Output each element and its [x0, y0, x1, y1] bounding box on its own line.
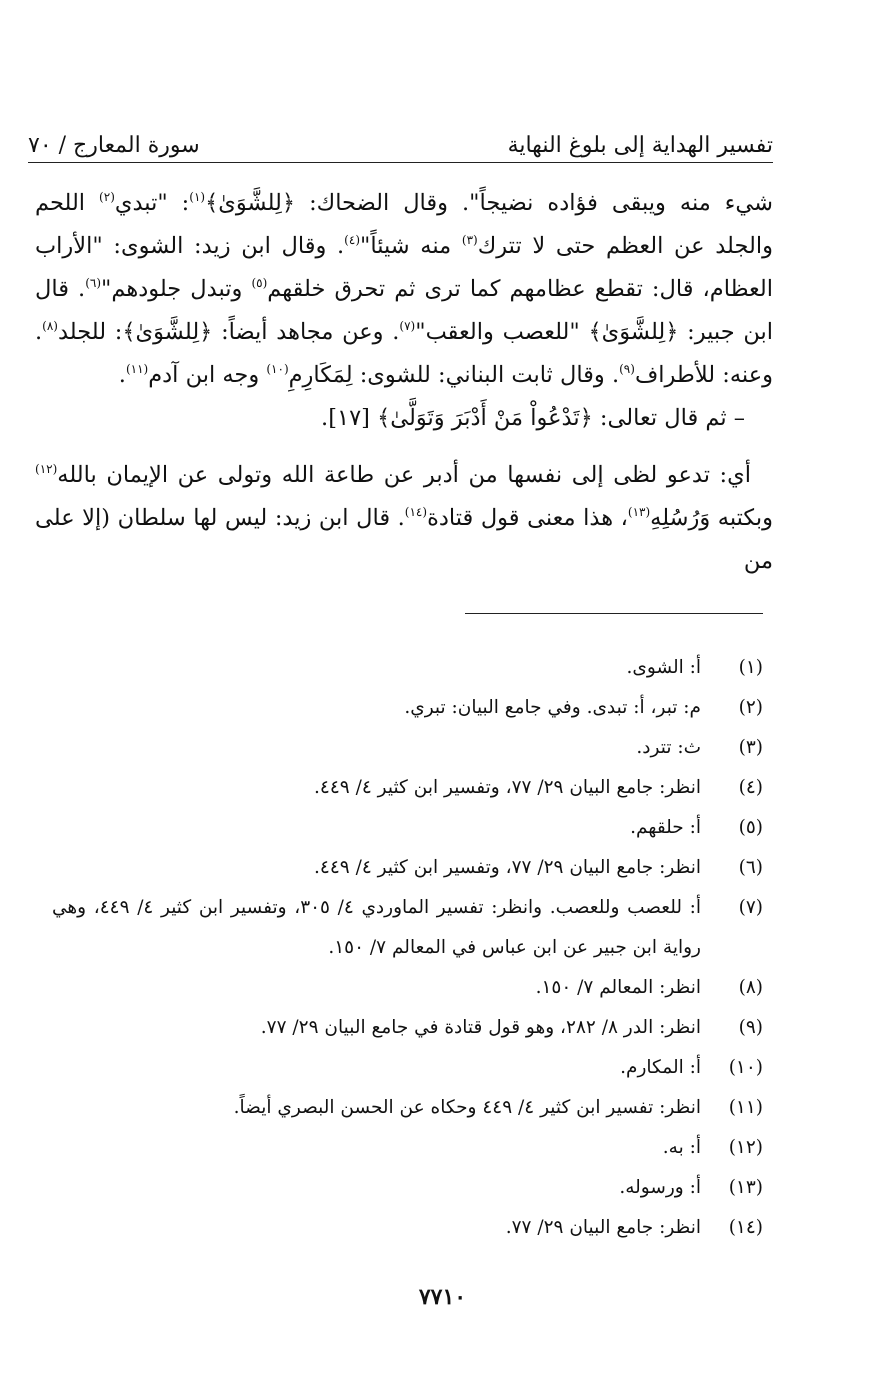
footnote-text: انظر: الدر ٨/ ٢٨٢، وهو قول قتادة في جامع البيان ٢٩/ ٧٧. [260, 1017, 701, 1038]
paragraph-1 [35, 182, 773, 397]
text-run: شيء منه ويبقى فؤاده نضيجاً". وقال الضحاك: ﴿لِلشَّوَىٰ﴾ [205, 190, 773, 216]
footnote-item [52, 968, 765, 1008]
footnote-ref: (١٤) [404, 505, 428, 519]
footnotes-list [52, 648, 765, 1248]
footnote-text: أ: الشوى. [626, 657, 701, 678]
text-run: اللحم والجلد عن العظم حتى لا تترك [35, 190, 773, 259]
footnote-item [52, 728, 765, 768]
text-run: وتبدل جلودهم" [101, 276, 252, 302]
footnote-ref: (٨) [42, 319, 58, 333]
footnote-item [52, 1168, 765, 1208]
footnote-number: (١٤) [728, 1217, 763, 1238]
footnote-text: انظر: تفسير ابن كثير ٤/ ٤٤٩ وحكاه عن الحسن البصري أيضاً. [233, 1097, 701, 1118]
footnote-number: (٢) [738, 697, 763, 718]
footnote-number: (٨) [738, 977, 763, 998]
footnote-ref: (٤) [344, 233, 360, 247]
footnote-item [52, 848, 765, 888]
text-run: منه شيئاً" [360, 233, 462, 259]
footnote-text: انظر: جامع البيان ٢٩/ ٧٧، وتفسير ابن كثير ٤/ ٤٤٩. [314, 777, 701, 798]
quran-verse-line: – ثم قال تعالى: ﴿تَدْعُواْ مَنْ أَدْبَرَ وَتَوَلَّىٰ﴾ [١٧]. [321, 405, 745, 431]
footnote-ref: (٥) [251, 276, 268, 290]
page-number: ٧٧١٠ [418, 1284, 467, 1310]
footnote-text: أ: المكارم. [620, 1057, 701, 1078]
footnote-number: (٤) [738, 777, 763, 798]
text-run: . وعن مجاهد أيضاً: ﴿لِلشَّوَىٰ﴾: للجلد [57, 319, 400, 345]
footnote-number: (١٠) [728, 1057, 763, 1078]
footnote-ref: (٦) [85, 276, 102, 290]
footnote-text: أ: حلقهم. [630, 817, 701, 838]
footnote-item [52, 808, 765, 848]
footnote-text: أ: ورسوله. [619, 1177, 701, 1198]
footnote-ref: (١٣) [627, 505, 651, 519]
footnote-text: م: تبر، أ: تبدى. وفي جامع البيان: تبري. [404, 697, 701, 718]
header-rule [28, 162, 773, 163]
footnote-number: (٣) [738, 737, 763, 758]
footnote-separator [465, 613, 763, 614]
footnote-item [52, 768, 765, 808]
surah-page-label: سورة المعارج / ٧٠ [28, 133, 200, 158]
footnote-text: ث: تترد. [636, 737, 701, 758]
text-run: : "تبدي [114, 190, 190, 216]
footnote-ref: (١١) [125, 362, 149, 376]
footnote-item [52, 1088, 765, 1128]
footnote-item [52, 1208, 765, 1248]
running-header [28, 118, 773, 158]
footnote-number: (١٣) [728, 1177, 763, 1198]
footnote-text: انظر: جامع البيان ٢٩/ ٧٧. [505, 1217, 701, 1238]
footnote-ref: (٧) [399, 319, 416, 333]
book-title: تفسير الهداية إلى بلوغ النهاية [507, 133, 773, 158]
footnote-number: (٦) [738, 857, 763, 878]
footnote-text: أ: للعصب وللعصب. وانظر: تفسير الماوردي ٤/ ٣٠٥، وتفسير ابن كثير ٤/ ٤٤٩، وهي رواية ابن جبير عن ابن عباس في المعالم ٧/ ١٥٠. [52, 897, 701, 958]
footnote-item [52, 1008, 765, 1048]
footnote-ref: (٣) [461, 233, 478, 247]
text-run: . وقال ثابت البناني: للشوى: لِمَكَارِمِ [288, 362, 620, 388]
text-run: . [118, 362, 126, 388]
footnote-item [52, 648, 765, 688]
footnote-number: (١٢) [728, 1137, 763, 1158]
footnote-number: (١١) [728, 1097, 763, 1118]
footnote-item [52, 888, 765, 968]
main-text [35, 182, 773, 583]
footnote-number: (٥) [738, 817, 763, 838]
text-run: وجه ابن آدم [148, 362, 267, 388]
footnote-ref: (٢) [99, 190, 115, 204]
footnote-number: (٧) [738, 897, 763, 918]
footnote-number: (١) [738, 657, 763, 678]
footnote-ref: (١٢) [35, 462, 58, 476]
spacer [35, 440, 773, 454]
text-run: . وقال ابن زيد: الشوى: "الأراب العظام، قال: تقطع عظامهم كما ترى ثم تحرق خلقهم [35, 233, 774, 302]
text-run: . وعنه: للأطراف [35, 319, 773, 388]
text-run: . قال ابن جبير: ﴿لِلشَّوَىٰ﴾ "للعصب والعقب" [35, 276, 774, 345]
footnote-text: انظر: المعالم ٧/ ١٥٠. [535, 977, 701, 998]
footnote-number: (٩) [738, 1017, 763, 1038]
footnote-item [52, 688, 765, 728]
footnote-ref: (٩) [619, 362, 635, 376]
paragraph-2 [35, 454, 773, 583]
text-run: . قال ابن زيد: ليس لها سلطان (إلا على من [35, 505, 773, 574]
footnote-text: انظر: جامع البيان ٢٩/ ٧٧، وتفسير ابن كثير ٤/ ٤٤٩. [314, 857, 701, 878]
footnote-text: أ: به. [662, 1137, 701, 1158]
text-run: أي: تدعو لظى إلى نفسها من أدبر عن طاعة الله وتولى عن الإيمان بالله [57, 462, 751, 488]
footnote-item [52, 1128, 765, 1168]
footnote-item [52, 1048, 765, 1088]
text-run: ، هذا معنى قول قتادة [427, 505, 628, 531]
text-run: وبكتبه وَرُسُلِهِ [650, 505, 773, 531]
footnote-ref: (١٠) [266, 362, 289, 376]
footnote-ref: (١) [189, 190, 206, 204]
